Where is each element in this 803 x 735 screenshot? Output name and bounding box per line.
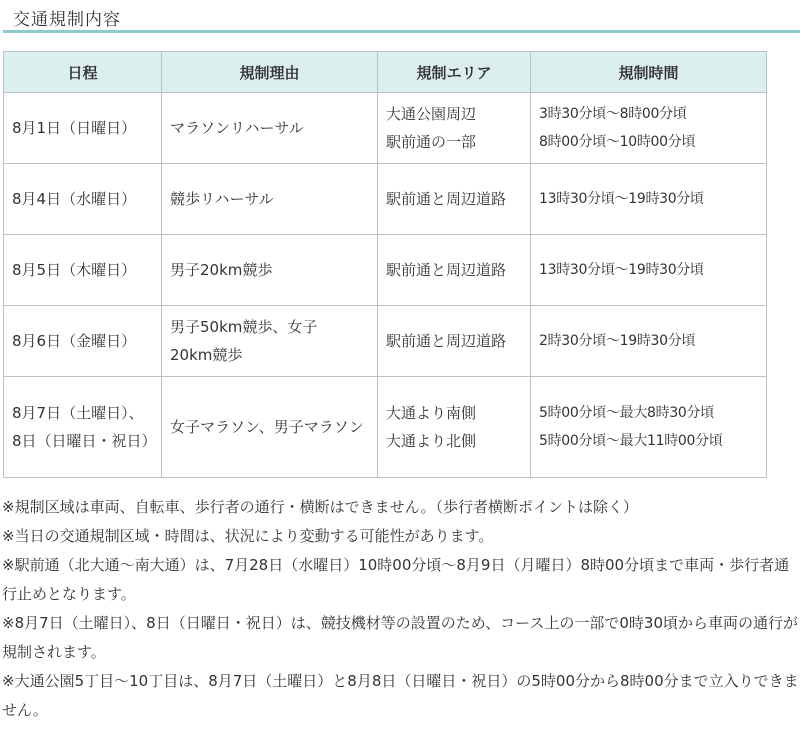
reason-text: 女子マラソン、男子マラソン: [170, 418, 364, 436]
time-cell: [531, 93, 767, 164]
column-header-date: 日程: [4, 52, 162, 93]
reason-cell: [162, 306, 378, 377]
time-cell: [531, 235, 767, 306]
table-row: [4, 164, 767, 235]
area-line: 大通公園周辺: [386, 105, 477, 123]
table-row: [4, 235, 767, 306]
time-line: 5時00分頃～最大8時30分頃: [539, 405, 714, 421]
column-header-reason: 規制理由: [162, 52, 378, 93]
date-text: 8月7日（土曜日）、8日（日曜日・祝日）: [12, 404, 157, 450]
area-cell: [378, 306, 531, 377]
section-heading-text: 交通規制内容: [13, 10, 121, 30]
time-line: 13時30分頃～19時30分頃: [539, 191, 704, 207]
notes-section: [2, 493, 800, 725]
area-line: 大通より南側: [386, 404, 477, 422]
reason-cell: 競歩リハーサル: [162, 164, 378, 235]
reason-cell: マラソンリハーサル: [162, 93, 378, 164]
date-cell: 8月5日（木曜日）: [4, 235, 162, 306]
time-line: 13時30分頃～19時30分頃: [539, 262, 704, 278]
note-item: ※駅前通（北大通～南大通）は、7月28日（水曜日）10時00分頃～8月9日（月曜日）8時00分頃まで車両・歩行者通行止めとなります。: [2, 556, 790, 603]
note-item: ※規制区域は車両、自転車、歩行者の通行・横断はできません。（歩行者横断ポイントは除く）: [2, 498, 638, 516]
time-cell: [531, 377, 767, 478]
table-header-row: [4, 52, 767, 93]
note-item: ※8月7日（土曜日）、8日（日曜日・祝日）は、競技機材等の設置のため、コース上の一部で0時30頃から車両の通行が規制されます。: [2, 614, 798, 661]
area-line: 駅前通と周辺道路: [386, 261, 507, 279]
area-line: 大通より北側: [386, 432, 477, 450]
time-line: 5時00分頃～最大11時00分頃: [539, 433, 723, 449]
column-header-area: 規制エリア: [378, 52, 531, 93]
time-line: 8時00分頃～10時00分頃: [539, 134, 696, 150]
area-line: 駅前通と周辺道路: [386, 332, 507, 350]
date-cell: 8月4日（水曜日）: [4, 164, 162, 235]
time-line: 3時30分頃～8時00分頃: [539, 106, 687, 122]
area-line: 駅前通の一部: [386, 133, 477, 151]
reason-cell: [162, 377, 378, 478]
area-cell: [378, 235, 531, 306]
table-row: [4, 93, 767, 164]
reason-text: 男子50km競歩、女子20km競歩: [170, 318, 318, 364]
note-item: ※大通公園5丁目～10丁目は、8月7日（土曜日）と8月8日（日曜日・祝日）の5時00分から8時00分まで立入りできません。: [2, 672, 799, 719]
area-cell: [378, 93, 531, 164]
traffic-regulation-table: [3, 51, 767, 478]
area-cell: [378, 164, 531, 235]
time-cell: [531, 306, 767, 377]
date-cell: 8月1日（日曜日）: [4, 93, 162, 164]
reason-cell: 男子20km競歩: [162, 235, 378, 306]
area-cell: [378, 377, 531, 478]
table-row: [4, 377, 767, 478]
time-cell: [531, 164, 767, 235]
area-line: 駅前通と周辺道路: [386, 190, 507, 208]
table-row: [4, 306, 767, 377]
note-item: ※当日の交通規制区域・時間は、状況により変動する可能性があります。: [2, 527, 494, 545]
time-line: 2時30分頃～19時30分頃: [539, 333, 696, 349]
date-cell: 8月6日（金曜日）: [4, 306, 162, 377]
date-cell: [4, 377, 162, 478]
section-heading: [3, 0, 800, 33]
column-header-time: 規制時間: [531, 52, 767, 93]
